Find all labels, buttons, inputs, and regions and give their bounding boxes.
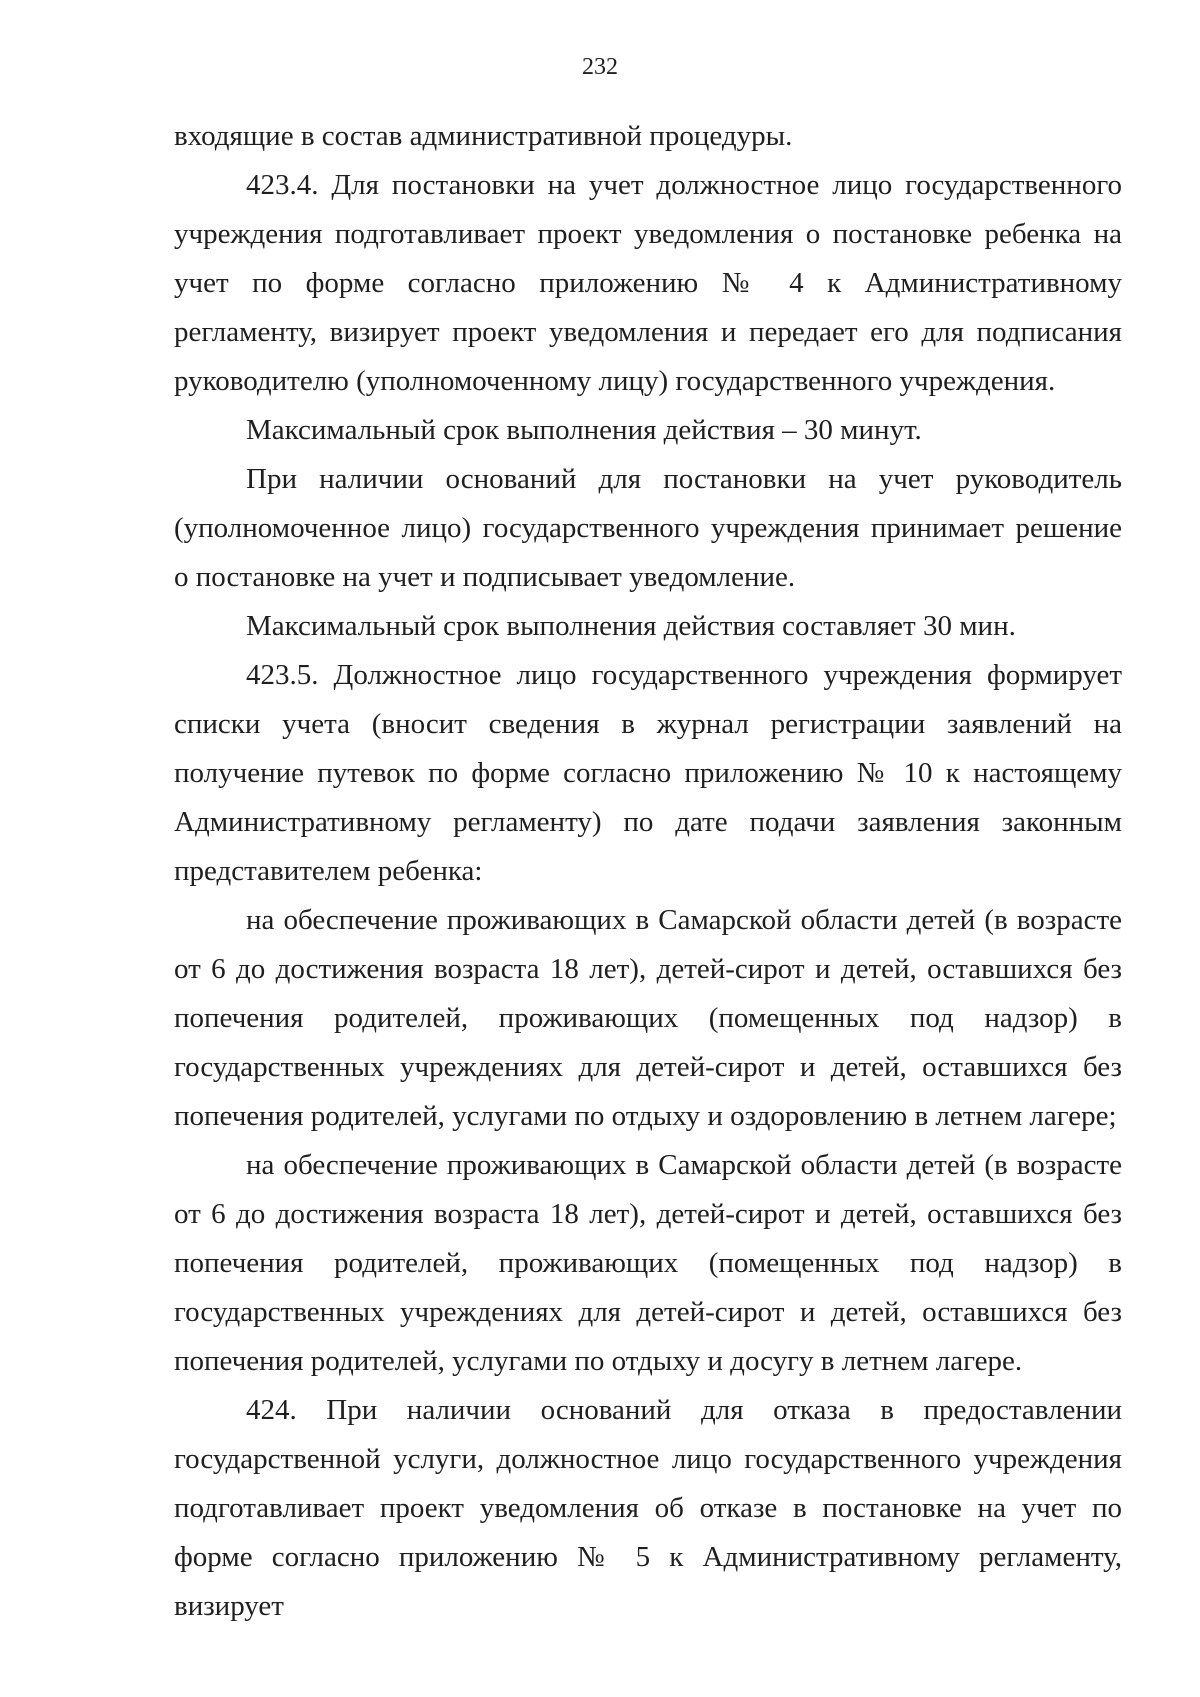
- paragraph-list-item-1: на обеспечение проживающих в Самарской области детей (в возрасте от 6 до достижения возраста 18 лет), детей-сирот и детей, оставшихся без попечения родителей, проживающих (помещенных под надзор) в государственных учреждениях для детей-сирот и детей, оставшихся без попечения родителей, услугами по отдыху и оздоровлению в летнем лагере;: [174, 904, 1122, 1132]
- paragraph-continuation: входящие в состав административной процедуры.: [174, 120, 793, 152]
- page-number: 232: [582, 54, 618, 80]
- paragraph-423-4: 423.4. Для постановки на учет должностное лицо государственного учреждения подготавливает проект уведомления о постановке ребенка на учет по форме согласно приложению № 4 к Административному регламенту, визирует проект уведомления и передает его для подписания руководителю (уполномоченному лицу) государственного учреждения.: [174, 169, 1122, 397]
- paragraph-decision: При наличии оснований для постановки на учет руководитель (уполномоченное лицо) государственного учреждения принимает решение о постановке на учет и подписывает уведомление.: [174, 463, 1122, 593]
- paragraph-list-item-2: на обеспечение проживающих в Самарской области детей (в возрасте от 6 до достижения возраста 18 лет), детей-сирот и детей, оставшихся без попечения родителей, проживающих (помещенных под надзор) в государственных учреждениях для детей-сирот и детей, оставшихся без попечения родителей, услугами по отдыху и досугу в летнем лагере.: [174, 1149, 1122, 1377]
- paragraph-423-5: 423.5. Должностное лицо государственного учреждения формирует списки учета (вносит сведения в журнал регистрации заявлений на получение путевок по форме согласно приложению № 10 к настоящему Административному регламенту) по дате подачи заявления законным представителем ребенка:: [174, 659, 1122, 887]
- document-body: [174, 112, 1122, 1631]
- paragraph-424: 424. При наличии оснований для отказа в предоставлении государственной услуги, должностное лицо государственного учреждения подготавливает проект уведомления об отказе в постановке на учет по форме согласно приложению № 5 к Административному регламенту, визирует: [174, 1394, 1122, 1622]
- paragraph-max-time-1: Максимальный срок выполнения действия – 30 минут.: [246, 414, 922, 446]
- paragraph-max-time-2: Максимальный срок выполнения действия составляет 30 мин.: [246, 610, 1016, 642]
